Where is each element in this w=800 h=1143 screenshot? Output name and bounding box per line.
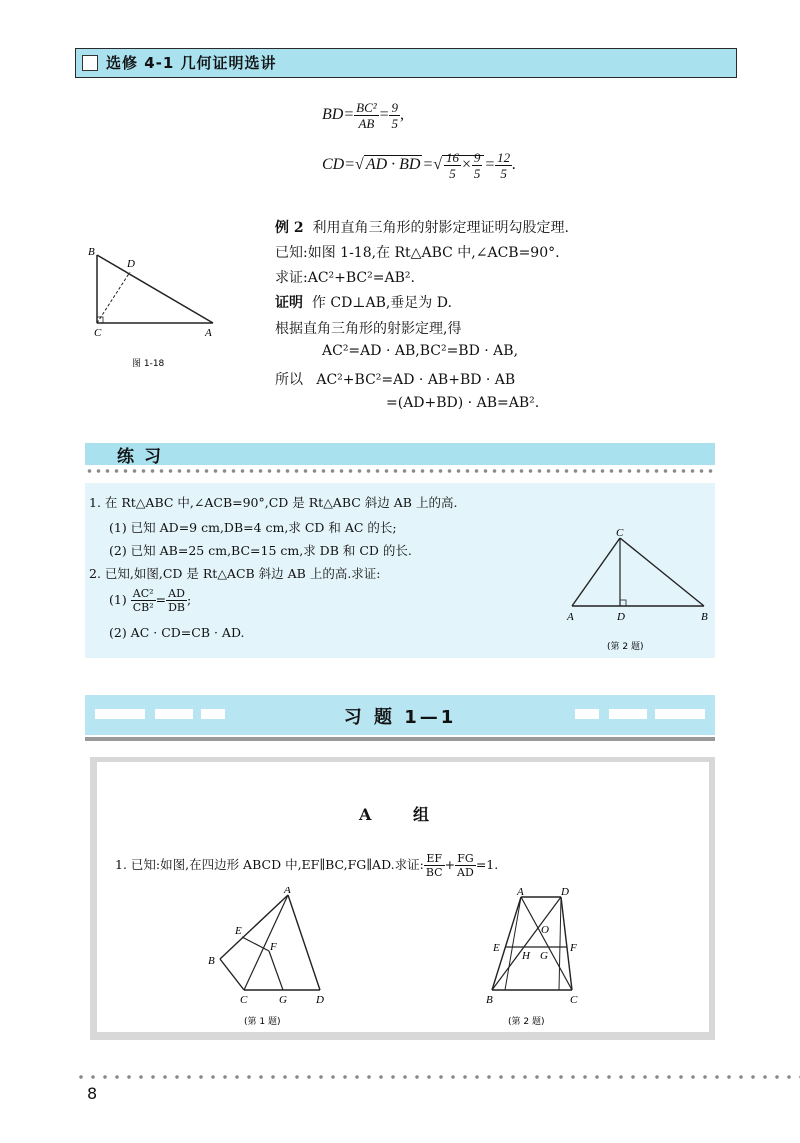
exercises-banner	[85, 695, 715, 735]
practice-figure-caption: (第 2 题)	[607, 642, 644, 652]
cd-equation: CD=√ AD · BD =√ $\frac{16}{5}$ × $\frac{9}{5}$ = $\frac{12}{5}$ .	[322, 150, 517, 181]
practice-q2b: (2) AC · CD=CB · AD.	[109, 625, 245, 640]
example-prove: 求证:AC²+BC²=AB².	[275, 270, 415, 286]
banner-white-bar	[609, 709, 647, 719]
label-a: A	[205, 327, 212, 339]
label-b: B	[208, 955, 215, 967]
edge-ac	[572, 538, 620, 606]
example-eq1: AC²=AD · AB,BC²=BD · AB,	[322, 343, 519, 359]
label-h: H	[522, 950, 530, 962]
edge-bc	[220, 959, 244, 990]
altitude-cd	[97, 272, 130, 323]
segment-fg	[269, 951, 283, 990]
page-number: 8	[87, 1084, 98, 1103]
diagonal-bd	[492, 897, 561, 990]
label-e: E	[493, 942, 500, 954]
practice-title: 练习	[117, 447, 171, 467]
figure-1-caption: (第 1 题)	[244, 1017, 281, 1027]
label-f: F	[570, 942, 577, 954]
footer-dotted-line	[75, 1073, 800, 1081]
header-square-icon	[82, 55, 98, 71]
group-title: A 组	[359, 805, 447, 824]
label-d: D	[127, 258, 135, 270]
label-b: B	[701, 611, 708, 623]
label-g: G	[279, 994, 287, 1006]
exercise-q1: 1. 已知:如图,在四边形 ABCD 中,EF∥BC,FG∥AD.求证: $\frac{EF}{BC}$ + $\frac{FG}{AD}$ =1.	[115, 852, 499, 879]
figure-2-caption: (第 2 题)	[508, 1017, 545, 1027]
bd-result-fraction: $\frac{9}{5}$	[391, 100, 398, 131]
right-angle-mark	[620, 600, 626, 606]
label-f: F	[270, 941, 277, 953]
banner-underline	[85, 737, 715, 741]
diagonal-ac	[244, 895, 288, 990]
header-title: 选修 4-1 几何证明选讲	[106, 54, 277, 72]
segment-ah	[505, 897, 521, 990]
bd-fraction: $\frac{\text{BC²}}{AB}$	[356, 100, 377, 131]
practice-box	[85, 483, 715, 658]
edge-ad	[288, 895, 320, 990]
practice-header	[85, 443, 715, 465]
practice-q1a: (1) 已知 AD=9 cm,DB=4 cm,求 CD 和 AC 的长;	[109, 520, 397, 535]
label-b: B	[88, 246, 95, 258]
bd-equation: BD= $\frac{\text{BC²}}{AB}$ = $\frac{9}{5}$ ,	[322, 100, 404, 131]
example-eq3: =(AD+BD) · AB=AB².	[386, 395, 540, 411]
example-theorem: 根据直角三角形的射影定理,得	[275, 321, 462, 337]
exercises-card	[97, 762, 709, 1032]
label-a: A	[567, 611, 574, 623]
banner-white-bar	[655, 709, 705, 719]
exercise-figure-1	[202, 887, 342, 1032]
label-c: C	[570, 994, 578, 1006]
label-d: D	[561, 887, 569, 898]
exercise-figure-2	[477, 887, 597, 1032]
label-c: C	[240, 994, 248, 1006]
diagonal-ac	[521, 897, 572, 990]
cd-sqrt-product: $\frac{16}{5}$ × $\frac{9}{5}$	[442, 155, 484, 173]
label-d: D	[617, 611, 625, 623]
chapter-header	[75, 48, 737, 78]
label-c: C	[94, 327, 102, 339]
practice-q2a: (1) $\frac{\text{AC²}}{\text{CB²}}$ = $\frac{AD}{DB}$ ;	[109, 587, 192, 614]
edge-ba	[97, 255, 213, 323]
figure-caption: 图 1-18	[132, 359, 165, 369]
label-d: D	[316, 994, 324, 1006]
practice-figure	[563, 528, 713, 658]
figure-1-18	[85, 240, 225, 370]
example-proof: 证明 作 CD⊥AB,垂足为 D.	[275, 295, 452, 311]
exercises-title: 习 题 1—1	[343, 707, 457, 728]
label-a: A	[517, 887, 524, 898]
practice-q1b: (2) 已知 AB=25 cm,BC=15 cm,求 DB 和 CD 的长.	[109, 543, 412, 558]
practice-q1: 1. 在 Rt△ABC 中,∠ACB=90°,CD 是 Rt△ABC 斜边 AB 上的高.	[89, 495, 458, 510]
label-g: G	[540, 950, 548, 962]
edge-cb	[620, 538, 704, 606]
label-o: O	[541, 924, 549, 936]
label-a: A	[284, 887, 291, 896]
label-c: C	[616, 528, 624, 539]
label-e: E	[235, 925, 242, 937]
example-given: 已知:如图 1-18,在 Rt△ABC 中,∠ACB=90°.	[275, 245, 560, 261]
cd-result-fraction: $\frac{12}{5}$	[497, 150, 511, 181]
edge-ab	[220, 895, 288, 959]
label-b: B	[486, 994, 493, 1006]
example-eq2: 所以 AC²+BC²=AD · AB+BD · AB	[275, 372, 516, 388]
example-title: 例 2 利用直角三角形的射影定理证明勾股定理.	[275, 220, 569, 236]
dotted-divider	[85, 467, 715, 475]
segment-dg	[559, 897, 561, 990]
banner-white-bar	[575, 709, 599, 719]
practice-q2: 2. 已知,如图,CD 是 Rt△ACB 斜边 AB 上的高.求证:	[89, 566, 381, 581]
